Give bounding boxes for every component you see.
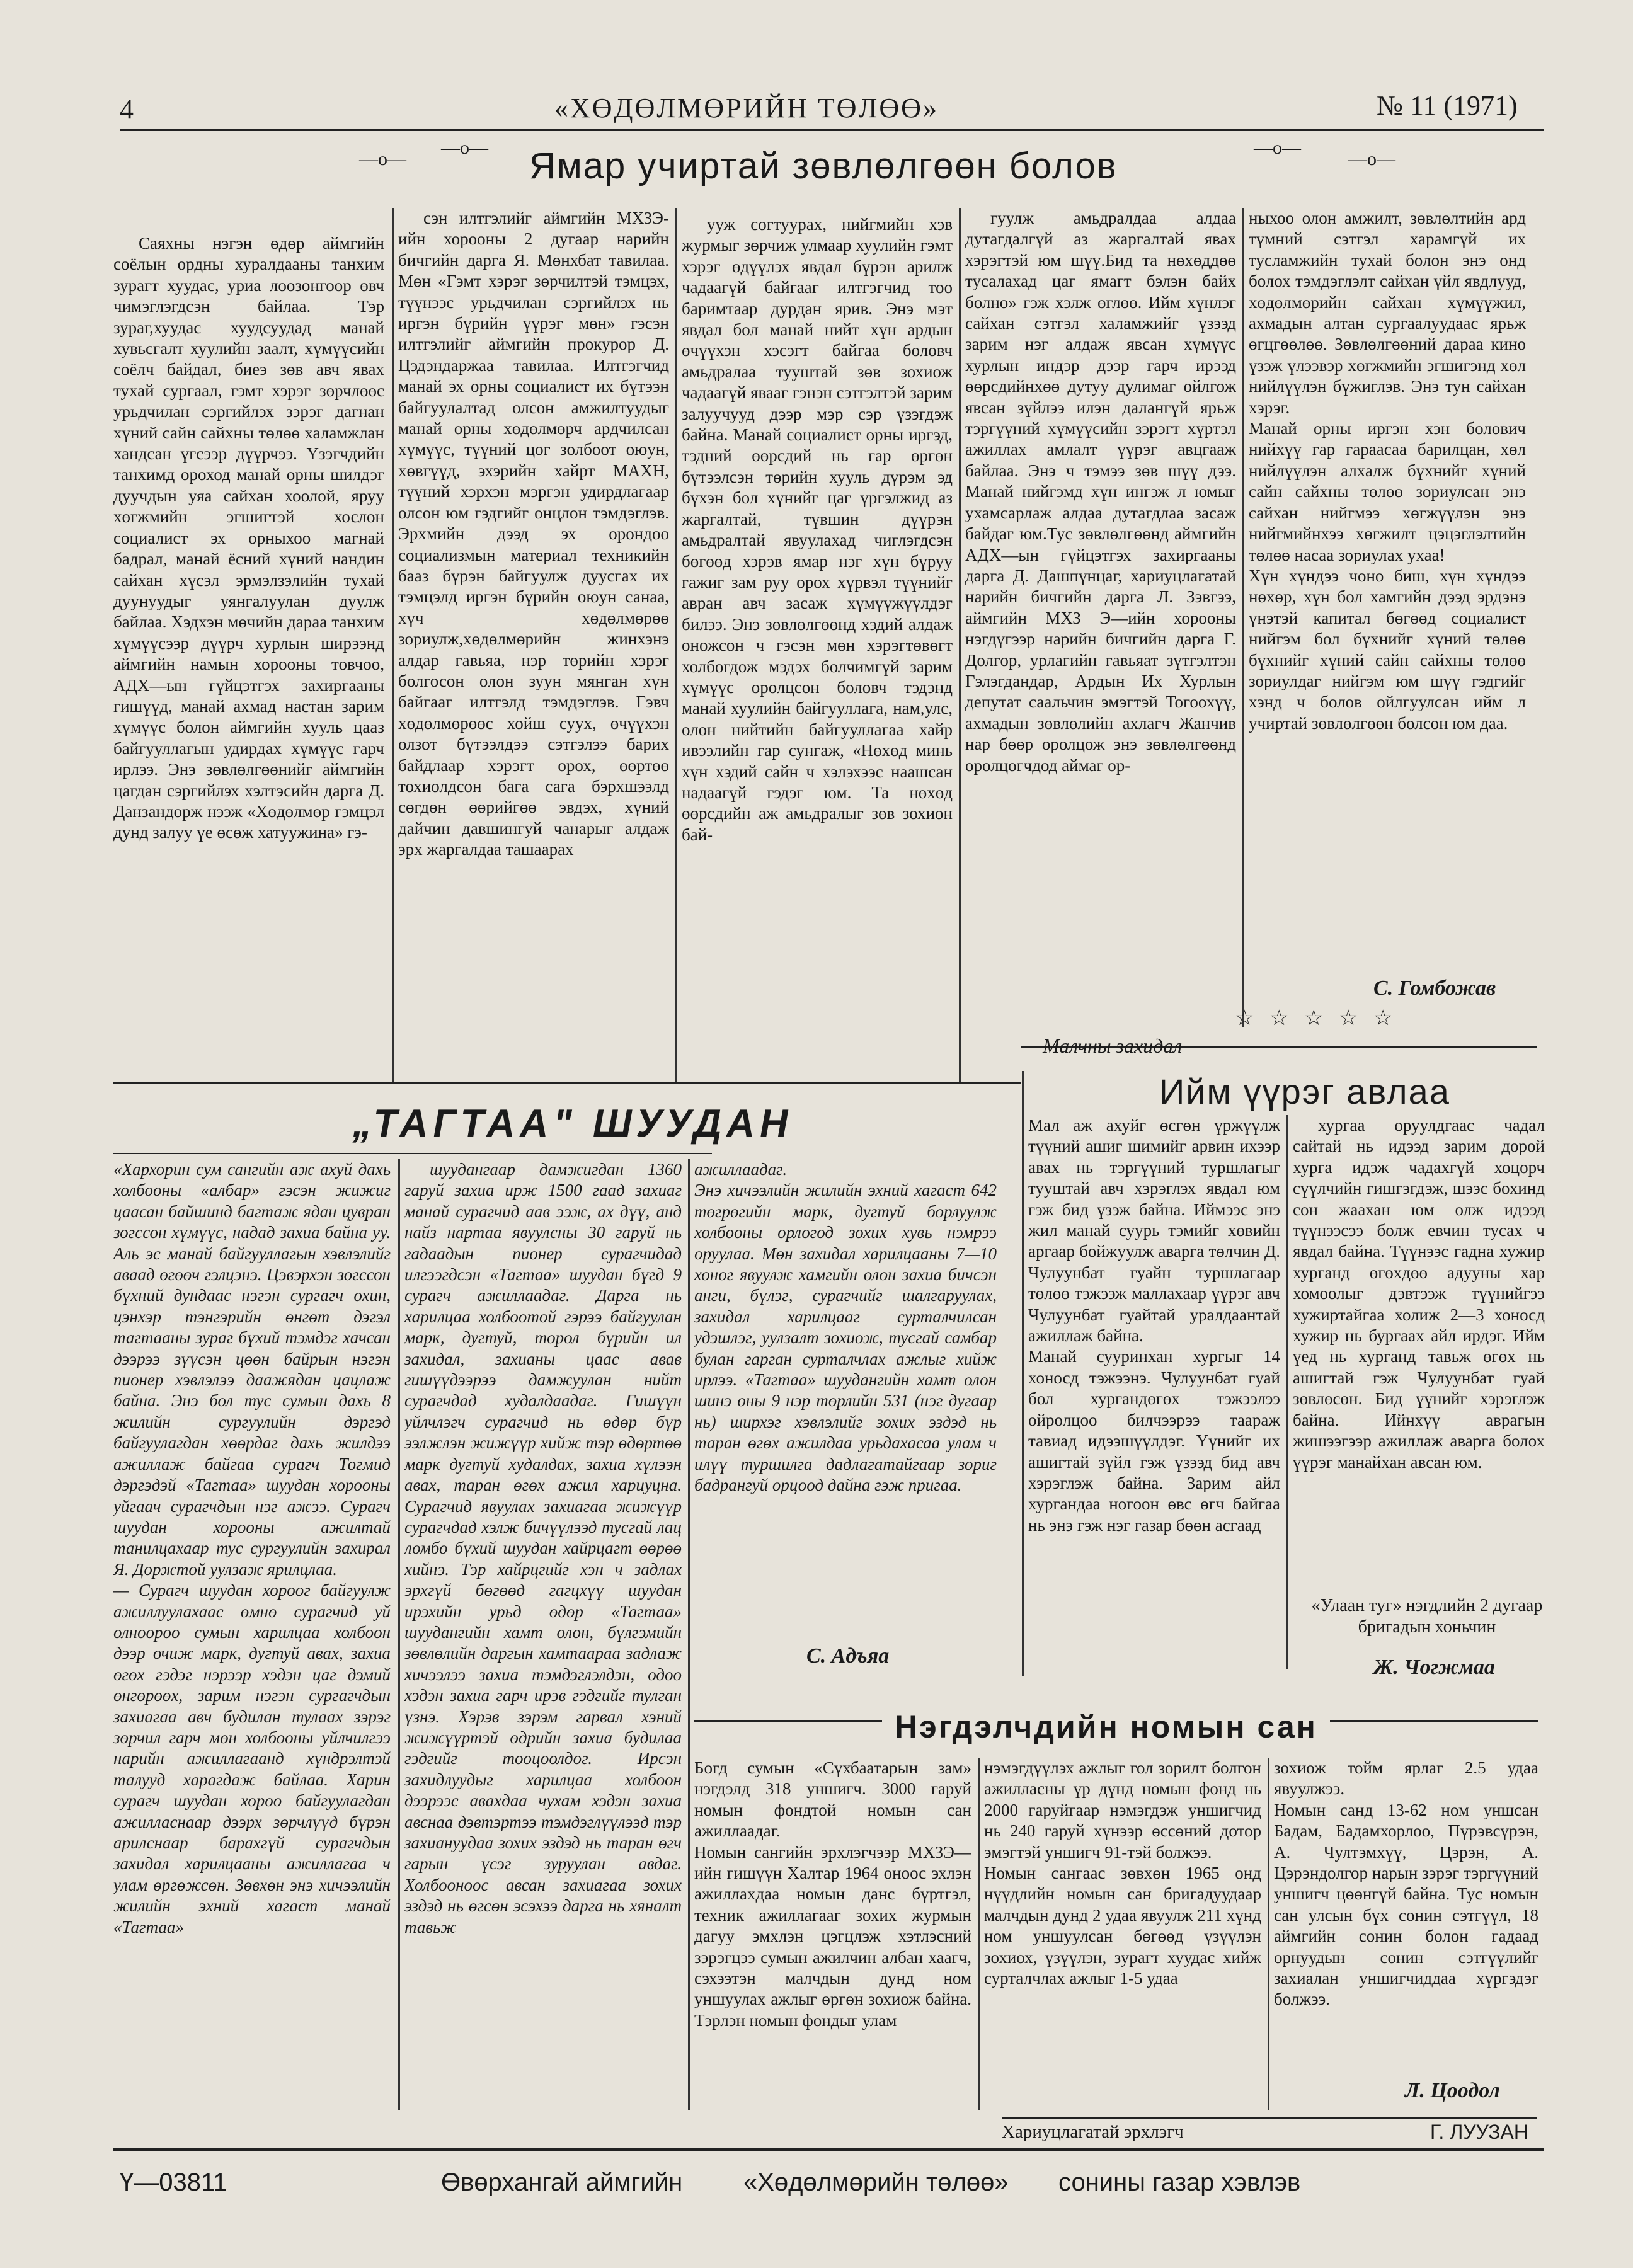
section-rule xyxy=(113,1082,1021,1084)
editor-rule xyxy=(1002,2117,1537,2119)
title-ornament-right: —о— xyxy=(1254,137,1301,158)
editor-name: Г. ЛУУЗАН xyxy=(1430,2121,1528,2143)
article4-title: Нэгдэлчдийн номын сан xyxy=(882,1709,1330,1745)
editor-label: Хариуцлагатай эрхлэгч xyxy=(1002,2122,1184,2142)
article2-col2: шуудангаар дамжигдан 1360 гаруй захиа ирж 1500 гаад захиаг манай сурагчид аав ээж, ах дүү, анд найз нартаа явуулсны 30 гаруй нь гадаадын пионер сурагчидад илгээгдсэн «Тагтаа» шуудан бүгд 9 сурагч ажиллаадаг. Дарга нь харилцаа холбоотой гэрээ байгуулан марк, дугтуй, торол бүрийн ил захидал, захианы цаас авав гишүүдээрээ дамжуулан нийт сурагчдад худалдаадаг. Гишүүн уйлчлэгч сурагчид нь өдөр бүр ээлжлэн жижүүр хийж тэр өдөртөө марк дугтуй худалдах, захиа хүлээн авах, таран өгөх ажил хариуцна. Сурагчид явуулах захиагаа жижүүр сурагчдад хэлж бичүүлээд тусгай лац ломбо бүхий шуудан хайрцагт өөрөө хийнэ. Тэр хайрцгийг хэн ч задлах эрхгүй бөгөөд гагцхүү шуудан ирэхийн урьд өдөр «Тагтаа» шуудангийн хамт олон, бүлгэмийн зөвлөлийн даргын хамтаараа задлаж хичээлээ захиа тэмдэглэлдэн, одоо хэдэн захиа гарч ирэв гэдгийг тулган үзнэ. Хэрэв зэрэм гарвал хэний жижүүртэй өдрийн захиа будилаа гэдгийг тооцоолдог. Ирсэн захидлуудыг харилцаа холбоон дээрээс авахдаа чухам хэдэн захиа авснаа дэвтэртээ тэмдэглүүлээд тэр захиануудаа зохих эздэд нь таран өгч гарын үсэг зуруулан авдаг. Холбооноос авсан захиагаа зохих эздэд нь өгсөн эсэхээ дарга нь хяналт тавьж xyxy=(404,1160,682,1937)
article1-col5: ныхоо олон амжилт, зөвлөлтийн ард түмний сэтгэл харамгүй их тусламжийн тухай болон энэ онд болох тэмдэглэлт сайхан үйл явдлууд, хөдөлмөрийн сайхан хүмүүжил, ахмадын алтан сургаалуудаас ярьж өгцгөөлөө. Зөвлөлгөөний дараа кино үзэж үлээвэр хөгжмийн эгшигэнд хөл нийлүүлэн бүжиглэв. Энэ тун сайхан хэрэг. Манай орны иргэн хэн болович нийхүү гар гараасаа барилцан, хөл нийлүүлэн алхалж бүхнийг хүний сайн сайхны төлөө зориулсан энэ сайхан нийгмээ хөгжүүлэн энэ нийгмийнхээ хөгжилт цэцэглэлтийн төлөө насаа зориулах ухаа! Хүн хүндээ чоно биш, хүн хүндээ нөхөр, хүн бол хамгийн дээд эрдэнэ үнэтэй капитал бөгөөд социалист нийгэм бол бүхнийг хүний төлөө бүхнийг хүний сайн сайхны төлөө зориулдаг нийгэм юм шүү гэдгийг хэнд ч болов ойлгуулсан ийм л учиртай зөвлөлгөөн болсон юм даа. xyxy=(1249,209,1526,733)
col-divider xyxy=(1022,1071,1024,1676)
article2-title: „ТАГТАА" ШУУДАН xyxy=(348,1102,798,1145)
footer-aimag: Өвөрхангай аймгийн xyxy=(441,2168,683,2196)
title-ornament-left: —о— xyxy=(359,149,406,169)
article1-col2: сэн илтгэлийг аймгийн МХЗЭ-ийн хорооны 2 дугаар нарийн бичгийн дарга Я. Мөнхбат тавилаа. Мөн «Гэмт хэрэг зөрчилтэй тэмцэх, түүнээс урьдчилан сэргийлэх нь иргэн бүрийн үүрэг мөн» гэсэн илтгэлийг аймгийн прокурор Д. Цэдэндаржаа тавилаа. Илтгэгчид манай эх орны социалист их бүтээн байгуулалтад олсон амжилтуудыг манай орны хөдөлмөрч ардчилсан хүмүүс, түүний цог золбоот оюун, хөвгүүд, эхэрийн хайрт МАХН, түүний хэрхэн мэргэн удирдлагаар олсон юм гэдгийг онцлон тэмдэглэв. Эрхмийн дээд эх орондоо социализмын материал техникийн бааз бүрэн байгуулж дуусгах их тэмцэлд иргэн бүрийн оюун санаа, хүч хөдөлмөрөө зориулж,хөдөлмөрийн жинхэнэ алдар гавьяа, нэр төрийн хэрэг болгосон олон зуун мянган хүн байгааг илтгэлд тэмдэглэв. Гэвч хөдөлмөрөөс хойш суух, өчүүхэн олзот бүтээлдээ сэтгэлээ барих байдлаар хэрэгт орох, өөртөө тохиолдсон бага сага бэрхшээлд сөгдөн өөрийгөө эвдэх, хүний дайчин давшингуй чанарыг алдаж эрх жаргалдаа ташаарах xyxy=(398,209,669,859)
article1-title: Ямар учиртай зөвлөлгөөн болов xyxy=(529,146,1118,186)
article4-col3: зохиож тойм ярлаг 2.5 удаа явуулжээ. Номын санд 13-62 ном уншсан Бадам, Бадамхорлоо, Пүрэвсүрэн, А. Чултэмхүү, Цэрэн, А. Цэрэндолгор нарын зэрэг тэргүүний уншигч цөөнгүй байна. Тус номын сан улсын бүх сонин сэтгүүл, 18 аймгийн сонин болон гадаад орнуудын сонин сэтгүүлийг захиалан уншигчиддаа хүргэдэг болжээ. xyxy=(1274,1758,1538,2009)
footer-paper: «Хөдөлмөрийн төлөө» xyxy=(743,2168,1009,2196)
issue-number: № 11 (1971) xyxy=(1377,90,1518,121)
article4-signature: Л. Цоодол xyxy=(1405,2079,1500,2102)
col-divider xyxy=(675,208,677,1084)
article2-col3: ажиллаадаг. Энэ хичээлийн жилийн эхний хагаст 642 төгрөгийн марк, дугтуй борлуулж холбооны орлогод зохих хувь нэмрээ оруулаа. Мөн захидал харилцааны 7—10 хоног явуулж хамгийн олон захиа бичсэн анги, бүлэг, сурагчийг шалгаруулах, захидал харилцааг сурталчилсан удэшлэг, уулзалт зохиож, тусгай самбар булан гарган сурталчлах ажлыг хийж ирлээ. «Тагтаа» шуудангийн хамт олон шинэ оны 9 нэр төрлийн 531 (нэг дугаар нь) ширхэг хэвлэлийг зохих эздэд нь таран өгөх ажилдаа урьдахасаа улам ч илүү туршилга дадлагатайгаар зориг бадрангуй орцоод дайна гэж пригаа. xyxy=(694,1160,997,1495)
article3-signature: Ж. Чогжмаа xyxy=(1373,1656,1495,1679)
col-divider xyxy=(1286,1115,1288,1670)
masthead-rule xyxy=(120,129,1544,131)
title-ornament-mid: —о— xyxy=(441,137,488,158)
article1-col4: гуулж амьдралдаа алдаа дутагдалгүй аз жаргалтай явах хэрэгтэй юм шүү.Бид та нөхөддөө тусалахад цаг ямагт бэлэн байх болно» гэж хэлж өглөө. Ийм хүнлэг сайхан сэтгэл халамжийг үзээд зарим нэг алдаж явсан хүмүүс хурлын индэр дээр гарч ирээд өөрсдийнхөө дутуу дулимаг ойлгож явсан зүйлээ илэн далангүй ярьж тэргүүний хүмүүсийн зэрэгт хүртэл ажиллах амлалт үүрэг авцгааж байлаа. Энэ ч тэмээ зөв шүү дээ. Манай нийгэмд хүн ингэж л юмыг ухамсарлаж алдаа дутагдлаа засаж байдаг юм.Тус зөвлөлгөөнд аймгийн АДХ—ын гүйцэтгэх захиргааны дарга Д. Дашпүнцаг, хариуцлагатай нарийн бичгийн дарга Л. Зэвгээ, аймгийн МХЗ Э—ийн хорооны нэгдүгээр нарийн бичгийн дарга Г. Долгор, урлагийн гавьяат зүтгэлтэн Гэлэгдандар, Ардын Их Хурлын депутат саальчин эмэгтэй Тогоохүү, ахмадын зөвлөлийн ахлагч Жанчив нар бөөр оролцож энэ зөвлөлгөөнд оролцогчдод аймаг ор- xyxy=(965,209,1236,775)
article3-col1: Мал аж ахуйг өсгөн үржүүлж түүний ашиг шимийг арвин ихээр авах нь тэргүүний туршлагыг тууштай авч хэрэглэх явдал юм гэж бид үзэж байна. Иймээс энэ жил манай суурь тэмийг хөвийн аргаар бойжуулж аварга төлчин Д. Чулуунбат гуайн туршлагаар төлөө тэжээж маллахаар үүрэг авч Чулуунбат гуайтай уралдаантай ажиллаж байна. Манай сууринхан хургыг 14 хоносд тэжээнэ. Чулуунбат гуай бол хургандөгөх тэжээлээ ойролцоо билчээрээ таараж тавиад идээшүүлдэг. Үүнийг их ашигтай зүйл гэж үзээд бид авч хэрэглэж байна. Зарим айл хургандаа ногоон өвс өгч байгаа нь энэ гэж нэг газар бөөн асгаад xyxy=(1028,1116,1280,1535)
page-number: 4 xyxy=(120,94,134,125)
paper-name: «ХӨДӨЛМӨРИЙН ТӨЛӨӨ» xyxy=(554,93,939,123)
col-divider xyxy=(978,1758,980,2110)
article2-col1: «Хархорин сум сангийн аж ахуй дахь холбооны «албар» гэсэн жижиг цаасан байшинд багтаж ядан цувран зогссон хүмүүс, надад захиа байна уу. Аль эс манай байгууллагын хэвлэлийг аваад өгөөч гэлцэнэ. Цэвэрхэн зогссон бүхний дундаас нэгэн сургагч охин, цэнхэр тэнгэрийн өнгөт дэгэл тагтааны зураг бүхий тэмдэг хачсан дээрээ зүүсэн цөөн байрын нэгэн пионер хэвлэлээ даажядан цацлаж байна. Энэ бол тус сумын дахь 8 жилийн сургуулийн дэргэд байгуулагдан хөөрдаг дахь жилдээ ажиллаж байгаа сурагч Тогмид дэргэдэй «Тагтаа» шуудан хорооны уйгаач сурагчдын нэг ажээ. Сурагч шуудан хорооны ажилтай танилцахаар тус сургуулийн захирал Я. Доржтой уулзаж ярилцлаа. — Сурагч шуудан хороог байгуулж ажиллуулахаас өмнө сурагчид уй олноороо сумын харилцаа холбоон дээр очиж марк, дугтуй авах, захиа өгөх гэдэг нэрээр хэдэн цаг дэмий өнгөрөөх, зарим нэгэн сургагчдын захиагаа авч будилан тулаах зэрэг зөрчил гарч мөн холбооны уйлчилгээ нарийн ажиллагаанд хүндрэлтэй талууд харагдаж байлаа. Харин сурагч шуудан хороо байгуулагдан ажилласнаар дээрх зөрчлүүд бүрэн арилснаар барахгүй сурагчдын захидал харилцааны ажиллагаа ч улам өргөжсөн. Зөвхөн энэ хичээлийн жилийн эхний хагаст манай «Тагтаа» xyxy=(113,1160,391,1937)
section-rule xyxy=(113,1153,712,1154)
title-ornament-far-right: —о— xyxy=(1348,149,1395,169)
footer-rule xyxy=(113,2148,1544,2151)
col-divider xyxy=(398,1159,400,2110)
col-divider xyxy=(1242,208,1244,1027)
col-divider xyxy=(1268,1758,1269,2110)
article1-signature: С. Гомбожав xyxy=(1373,976,1496,1000)
article1-col1: Саяхны нэгэн өдөр аймгийн соёлын ордны хуралдааны танхим зурагт хуудас, уриа лоозонгоор өвч чимэглэгдсэн байлаа. Тэр зураг,хуудас хуудсуудад манай хувьсгалт хуулийн заалт, хүмүүсийн соёлч байдал, биеэ зөв авч явах тухай сургаал, гэмт хэрэг зөрчлөөс урьдчилан сэргийлэх зэрэг дагнан хүний сайн сайхны төлөө халамжлан хандсан үгсээр дүүрчээ. Үзэгчдийн танхимд ороход манай орны шилдэг дуучдын уяа сайхан хоолой, яруу хөгжмийн эгшигтэй хослон социалист эх орныхоо магнай бадрал, манай ёсний хүний нандин сайхан хүсэл эрмэлзэлийн тухай дуунуудыг уянгалуулан дуулж байлаа. Хэдхэн мөчийн дараа танхим хүмүүсээр дүүрч хурлын ширээнд аймгийн намын хорооны товчоо, АДХ—ын гүйцэтгэх захиргааны гишүүд, манай ахмад настан зарим хүмүүс болон аймгийн хууль цааз байгууллагын удирдах хүмүүс гарч ирлээ. Энэ зөвлөлгөөнийг аймгийн цагдан сэргийлэх хэлтэсийн дарга Д. Данзандорж нээж «Хөдөлмөр гэмцэл дунд залуу үе өсөж хатуужина» гэ- xyxy=(113,234,384,842)
article3-col2: хургаа оруулдгаас чадал сайтай нь идээд зарим дорой хурга идэж чадахгүй хоцорч сүүлчийн гишгэгдэж, шээс бохинд сон жаахан юм олж идээд түүнээсээ болж евчин тусах ч явдал байна. Түүнээс гадна хужир хурганд өгөхдөө адууны хар хомоолыг дэвтээж түүнийгээ хужиртайгаа холиж 2—3 хоносд хужир нь бургаах айл ирдэг. Ийм үед нь хурганд тавьж өгөх нь ашигтай гэж Чулуунбат гуай зөвлөсөн. Бид үүнийг хэрэглэж байна. Ийнхүү аврагын жишээгээр ажиллаж аварга болох үүрэг манайхан авсан юм. xyxy=(1293,1116,1545,1472)
article2-signature: С. Адъяа xyxy=(806,1644,890,1668)
col-divider xyxy=(688,1159,690,2110)
star-divider: ☆ ☆ ☆ ☆ ☆ xyxy=(1235,1007,1398,1030)
col-divider xyxy=(392,208,394,1084)
article4-col2: нэмэгдүүлэх ажлыг гол зорилт болгон ажилласны үр дүнд номын фонд нь 2000 гаруйгаар нэмэгдэж уншигчид нь 240 гаруй хүнээр өссөний дотор эмэгтэй уншигч 91-тэй болжээ. Номын сангаас зөвхөн 1965 онд нүүдлийн номын сан бригадуудаар малчдын дунд 2 удаа явуулж 211 хүнд ном уншуулсан бөгөөд үзүүлэн зохиох, үзүүлэн, зурагт хуудас хийж сурталчлах ажлыг 1-5 удаа xyxy=(984,1758,1261,1988)
article1-col3: ууж согтуурах, нийгмийн хэв журмыг зөрчиж улмаар хуулийн гэмт хэрэг өдүүлэх явдал бүрэн арилж чадаагүй байгааг илтгэгчид тоо баримтаар дурдан ярив. Энэ мэт явдал бол манай нийт хүн ардын өчүүхэн хэсэгт байгаа боловч амьдралаа тууштай зөв зохиож чадаагүй явааг гэнэн сэтгэлтэй зарим залуучууд дээр мэр сэр үзэгдэж байна. Манай социалист орны иргэд, тэдний өөрсдий нь гар өргөн бүтээлсэн төрийн хууль дүрэм эд бүхэн бол хүнийг цаг үргэлжид аз жаргалтай, түвшин дүүрэн амьдралтай явуулахад чиглэгдсэн бөгөөд хэрэв ямар нэг хүн бүруу гажиг зам руу орох хүрвэл түүнийг авран авч засаж хүмүүжүүлдэг билээ. Энэ зөвлөлгөөнд хэдий алдаж оножсон ч гэсэн мөн хэрэгтөвөгт холбогдож мэдэх болчимгүй зарим хүмүүс оролцсон боловч тэдэнд манай хуулийн байгууллага, нам,улс, олон нийтийн байгууллагаа хайр ивээлийн гар сунгаж, «Нөхөд минь хүн хэдий сайн ч хэлэхээс наашсан надаагүй гэдэг юм. Та нөхөд өөрсдийн аж амьдралыг зөв зохион бай- xyxy=(682,215,953,844)
article3-title: Ийм үүрэг авлаа xyxy=(1159,1072,1450,1111)
footer-press: сонины газар хэвлэв xyxy=(1058,2168,1301,2196)
article4-col1: Богд сумын «Сүхбаатарын зам» нэгдэлд 318 уншигч. 3000 гаруй номын фондтой номын сан ажиллаадаг. Номын сангийн эрхлэгчээр МХЗЭ—ийн гишүүн Халтар 1964 оноос эхлэн ажиллахдаа номын данс бүртгэл, техник ажиллагааг зохих журмын дагуу эмхлэн цэгцлэж хэтлэсний зэрэгцээ сумын ажилчин албан хаагч, сэхээтэн малчдын дунд ном уншуулах ажлыг өргөн зохиож байна. Тэрлэн номын фондыг улам xyxy=(694,1758,971,2030)
footer-code: Ү—03811 xyxy=(120,2168,227,2196)
article3-brigade: «Улаан туг» нэгдлийн 2 дугаар бригадын хоньчин xyxy=(1311,1596,1543,1637)
article3-kicker: Малчны захидал xyxy=(1043,1034,1183,1057)
col-divider xyxy=(959,208,961,1084)
